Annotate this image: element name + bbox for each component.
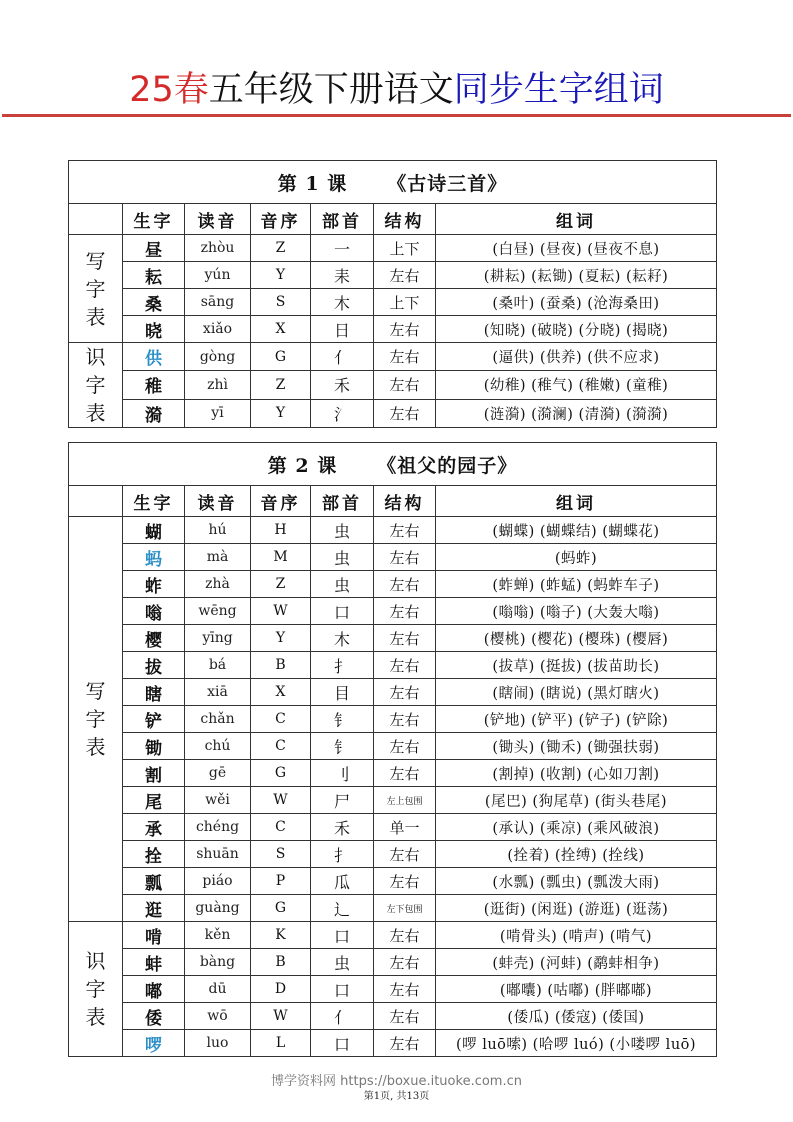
page-title xyxy=(0,68,793,112)
group-label xyxy=(69,922,123,1057)
table-row xyxy=(69,343,717,371)
group-label xyxy=(69,343,123,428)
phonetic-order-cell: C xyxy=(251,814,311,841)
header-char: 生字 xyxy=(123,204,185,235)
structure-cell: 左右 xyxy=(374,343,436,371)
phonetic-order-cell: K xyxy=(251,922,311,949)
phonetic-order-cell: G xyxy=(251,343,311,371)
structure-cell: 上下 xyxy=(374,289,436,316)
phonetic-order-cell: S xyxy=(251,841,311,868)
pinyin-cell: chǎn xyxy=(185,706,251,733)
structure-cell: 左右 xyxy=(374,1003,436,1030)
phonetic-order-cell: G xyxy=(251,760,311,787)
header-radical: 部首 xyxy=(311,204,374,235)
pinyin-cell: piáo xyxy=(185,868,251,895)
table-row xyxy=(69,544,717,571)
pinyin-cell: xiā xyxy=(185,679,251,706)
header-pinyin: 读音 xyxy=(185,486,251,517)
structure-cell: 左右 xyxy=(374,316,436,343)
radical-cell: 钅 xyxy=(311,706,374,733)
group-label-char: 字 xyxy=(85,977,106,1001)
new-character-cell: 瞎 xyxy=(123,679,185,706)
radical-cell: 虫 xyxy=(311,571,374,598)
table-row xyxy=(69,922,717,949)
word-combinations-cell: (啃骨头) (啃声) (啃气) xyxy=(436,922,717,949)
phonetic-order-cell: W xyxy=(251,787,311,814)
word-combinations-cell: (幼稚) (稚气) (稚嫩) (童稚) xyxy=(436,371,717,399)
radical-cell: 一 xyxy=(311,235,374,262)
word-combinations-cell: (桑叶) (蚕桑) (沧海桑田) xyxy=(436,289,717,316)
radical-cell: 虫 xyxy=(311,544,374,571)
word-combinations-cell: (嘟囔) (咕嘟) (胖嘟嘟) xyxy=(436,976,717,1003)
structure-cell: 左右 xyxy=(374,517,436,544)
phonetic-order-cell: W xyxy=(251,1003,311,1030)
lesson-2-table xyxy=(68,442,717,1057)
group-label-char: 字 xyxy=(85,276,106,301)
phonetic-order-cell: L xyxy=(251,1030,311,1057)
radical-cell: 扌 xyxy=(311,652,374,679)
lesson-name: 《祖父的园子》 xyxy=(377,454,518,477)
structure-cell: 左右 xyxy=(374,399,436,427)
new-character-cell: 耘 xyxy=(123,262,185,289)
table-row xyxy=(69,733,717,760)
table-row xyxy=(69,262,717,289)
group-label-char: 识 xyxy=(85,345,106,369)
structure-cell: 左右 xyxy=(374,841,436,868)
header-structure: 结构 xyxy=(374,204,436,235)
word-combinations-cell: (耕耘) (耘锄) (夏耘) (耘耔) xyxy=(436,262,717,289)
phonetic-order-cell: D xyxy=(251,976,311,1003)
header-words: 组词 xyxy=(436,486,717,517)
new-character-cell: 樱 xyxy=(123,625,185,652)
structure-cell: 左右 xyxy=(374,733,436,760)
table-row xyxy=(69,571,717,598)
table-row xyxy=(69,371,717,399)
new-character-cell: 嗡 xyxy=(123,598,185,625)
word-combinations-cell: (尾巴) (狗尾草) (街头巷尾) xyxy=(436,787,717,814)
structure-cell: 左右 xyxy=(374,922,436,949)
new-character-cell: 瓢 xyxy=(123,868,185,895)
radical-cell: 目 xyxy=(311,679,374,706)
word-combinations-cell: (嗡嗡) (嗡子) (大轰大嗡) xyxy=(436,598,717,625)
table-row xyxy=(69,1030,717,1057)
table-row xyxy=(69,316,717,343)
group-label-char: 表 xyxy=(85,304,106,329)
pinyin-cell: chú xyxy=(185,733,251,760)
pinyin-cell: yī xyxy=(185,399,251,427)
table-row xyxy=(69,598,717,625)
word-combinations-cell: (蚱蝉) (蚱蜢) (蚂蚱车子) xyxy=(436,571,717,598)
new-character-cell: 桑 xyxy=(123,289,185,316)
footer-page-number: 第1页, 共13页 xyxy=(363,1091,430,1102)
pinyin-cell: wěi xyxy=(185,787,251,814)
table-row xyxy=(69,787,717,814)
phonetic-order-cell: X xyxy=(251,316,311,343)
new-character-cell: 晓 xyxy=(123,316,185,343)
new-character-cell: 逛 xyxy=(123,895,185,922)
word-combinations-cell: (割掉) (收割) (心如刀割) xyxy=(436,760,717,787)
new-character-cell: 尾 xyxy=(123,787,185,814)
group-label-char: 写 xyxy=(85,248,106,273)
word-combinations-cell: (涟漪) (漪澜) (清漪) (漪漪) xyxy=(436,399,717,427)
radical-cell: 口 xyxy=(311,598,374,625)
table-row xyxy=(69,706,717,733)
structure-cell: 左下包围 xyxy=(374,895,436,922)
radical-cell: 禾 xyxy=(311,814,374,841)
structure-cell: 左上包围 xyxy=(374,787,436,814)
new-character-cell: 蚱 xyxy=(123,571,185,598)
lesson-caption xyxy=(69,161,717,204)
structure-cell: 左右 xyxy=(374,598,436,625)
pinyin-cell: yún xyxy=(185,262,251,289)
phonetic-order-cell: Y xyxy=(251,399,311,427)
group-label xyxy=(69,517,123,922)
table-row xyxy=(69,895,717,922)
pinyin-cell: mà xyxy=(185,544,251,571)
pinyin-cell: bá xyxy=(185,652,251,679)
structure-cell: 左右 xyxy=(374,262,436,289)
table-row xyxy=(69,517,717,544)
radical-cell: 耒 xyxy=(311,262,374,289)
new-character-cell: 拴 xyxy=(123,841,185,868)
word-combinations-cell: (逛街) (闲逛) (游逛) (逛荡) xyxy=(436,895,717,922)
structure-cell: 左右 xyxy=(374,868,436,895)
header-group-blank xyxy=(69,204,123,235)
table-row xyxy=(69,399,717,427)
word-combinations-cell: (蚂蚱) xyxy=(436,544,717,571)
header-structure: 结构 xyxy=(374,486,436,517)
pinyin-cell: chéng xyxy=(185,814,251,841)
phonetic-order-cell: S xyxy=(251,289,311,316)
pinyin-cell: bàng xyxy=(185,949,251,976)
new-character-cell: 铲 xyxy=(123,706,185,733)
new-character-cell: 漪 xyxy=(123,399,185,427)
word-combinations-cell: (逼供) (供养) (供不应求) xyxy=(436,343,717,371)
header-pinyin: 读音 xyxy=(185,204,251,235)
pinyin-cell: guàng xyxy=(185,895,251,922)
radical-cell: 氵 xyxy=(311,399,374,427)
group-label-char: 写 xyxy=(85,679,106,703)
structure-cell: 左右 xyxy=(374,949,436,976)
new-character-cell: 倭 xyxy=(123,1003,185,1030)
structure-cell: 左右 xyxy=(374,760,436,787)
group-label-char: 字 xyxy=(85,707,106,731)
radical-cell: 口 xyxy=(311,1030,374,1057)
pinyin-cell: wēng xyxy=(185,598,251,625)
column-header-row xyxy=(69,486,717,517)
phonetic-order-cell: P xyxy=(251,868,311,895)
phonetic-order-cell: B xyxy=(251,949,311,976)
table-row xyxy=(69,868,717,895)
title-black-part: 五年级下册语文 xyxy=(208,70,454,110)
phonetic-order-cell: Z xyxy=(251,571,311,598)
title-red-part: 25春 xyxy=(129,70,209,110)
phonetic-order-cell: H xyxy=(251,517,311,544)
pinyin-cell: sāng xyxy=(185,289,251,316)
title-blue-part: 同步生字组词 xyxy=(453,70,664,110)
word-combinations-cell: (蝴蝶) (蝴蝶结) (蝴蝶花) xyxy=(436,517,717,544)
structure-cell: 左右 xyxy=(374,706,436,733)
structure-cell: 左右 xyxy=(374,1030,436,1057)
radical-cell: 扌 xyxy=(311,841,374,868)
pinyin-cell: dū xyxy=(185,976,251,1003)
structure-cell: 左右 xyxy=(374,571,436,598)
radical-cell: 日 xyxy=(311,316,374,343)
word-combinations-cell: (瞎闹) (瞎说) (黑灯瞎火) xyxy=(436,679,717,706)
phonetic-order-cell: C xyxy=(251,706,311,733)
phonetic-order-cell: B xyxy=(251,652,311,679)
new-character-cell: 啰 xyxy=(123,1030,185,1057)
radical-cell: 木 xyxy=(311,625,374,652)
radical-cell: 瓜 xyxy=(311,868,374,895)
radical-cell: 钅 xyxy=(311,733,374,760)
header-radical: 部首 xyxy=(311,486,374,517)
radical-cell: 木 xyxy=(311,289,374,316)
radical-cell: 刂 xyxy=(311,760,374,787)
lesson-name: 《古诗三首》 xyxy=(387,172,508,195)
table-row xyxy=(69,949,717,976)
pinyin-cell: kěn xyxy=(185,922,251,949)
pinyin-cell: hú xyxy=(185,517,251,544)
pinyin-cell: gòng xyxy=(185,343,251,371)
structure-cell: 左右 xyxy=(374,679,436,706)
radical-cell: 口 xyxy=(311,976,374,1003)
word-combinations-cell: (承认) (乘凉) (乘风破浪) xyxy=(436,814,717,841)
pinyin-cell: shuān xyxy=(185,841,251,868)
radical-cell: 口 xyxy=(311,922,374,949)
pinyin-cell: zhà xyxy=(185,571,251,598)
header-char: 生字 xyxy=(123,486,185,517)
new-character-cell: 嘟 xyxy=(123,976,185,1003)
radical-cell: 虫 xyxy=(311,517,374,544)
structure-cell: 左右 xyxy=(374,652,436,679)
lesson-caption xyxy=(69,443,717,486)
radical-cell: 亻 xyxy=(311,1003,374,1030)
phonetic-order-cell: Z xyxy=(251,371,311,399)
new-character-cell: 割 xyxy=(123,760,185,787)
radical-cell: 亻 xyxy=(311,343,374,371)
group-label-char: 字 xyxy=(85,373,106,397)
new-character-cell: 啃 xyxy=(123,922,185,949)
group-label-char: 表 xyxy=(85,401,106,425)
lesson-number: 第 2 课 xyxy=(267,454,338,477)
word-combinations-cell: (锄头) (锄禾) (锄强扶弱) xyxy=(436,733,717,760)
new-character-cell: 稚 xyxy=(123,371,185,399)
table-row xyxy=(69,679,717,706)
header-order: 音序 xyxy=(251,204,311,235)
group-label-char: 识 xyxy=(85,949,106,973)
new-character-cell: 蝴 xyxy=(123,517,185,544)
table-row xyxy=(69,760,717,787)
radical-cell: 辶 xyxy=(311,895,374,922)
lesson-number: 第 1 课 xyxy=(277,172,348,195)
table-row xyxy=(69,814,717,841)
new-character-cell: 拔 xyxy=(123,652,185,679)
group-label xyxy=(69,235,123,343)
word-combinations-cell: (拔草) (挺拔) (拔苗助长) xyxy=(436,652,717,679)
pinyin-cell: wō xyxy=(185,1003,251,1030)
word-combinations-cell: (樱桃) (樱花) (樱珠) (樱唇) xyxy=(436,625,717,652)
radical-cell: 禾 xyxy=(311,371,374,399)
phonetic-order-cell: C xyxy=(251,733,311,760)
table-row xyxy=(69,289,717,316)
word-combinations-cell: (水瓢) (瓢虫) (瓢泼大雨) xyxy=(436,868,717,895)
pinyin-cell: zhòu xyxy=(185,235,251,262)
table-row xyxy=(69,976,717,1003)
phonetic-order-cell: X xyxy=(251,679,311,706)
structure-cell: 左右 xyxy=(374,976,436,1003)
pinyin-cell: gē xyxy=(185,760,251,787)
phonetic-order-cell: Y xyxy=(251,262,311,289)
phonetic-order-cell: M xyxy=(251,544,311,571)
header-group-blank xyxy=(69,486,123,517)
phonetic-order-cell: G xyxy=(251,895,311,922)
new-character-cell: 蚂 xyxy=(123,544,185,571)
table-row xyxy=(69,625,717,652)
phonetic-order-cell: W xyxy=(251,598,311,625)
phonetic-order-cell: Y xyxy=(251,625,311,652)
structure-cell: 左右 xyxy=(374,625,436,652)
table-row xyxy=(69,1003,717,1030)
title-underline-divider xyxy=(2,114,791,117)
pinyin-cell: luo xyxy=(185,1030,251,1057)
lesson-1-table xyxy=(68,160,717,428)
word-combinations-cell: (啰 luō嗦) (哈啰 luó) (小喽啰 luō) xyxy=(436,1030,717,1057)
table-row xyxy=(69,841,717,868)
word-combinations-cell: (铲地) (铲平) (铲子) (铲除) xyxy=(436,706,717,733)
pinyin-cell: yīng xyxy=(185,625,251,652)
group-label-char: 表 xyxy=(85,735,106,759)
word-combinations-cell: (倭瓜) (倭寇) (倭国) xyxy=(436,1003,717,1030)
new-character-cell: 供 xyxy=(123,343,185,371)
word-combinations-cell: (白昼) (昼夜) (昼夜不息) xyxy=(436,235,717,262)
header-words: 组词 xyxy=(436,204,717,235)
structure-cell: 单一 xyxy=(374,814,436,841)
phonetic-order-cell: Z xyxy=(251,235,311,262)
structure-cell: 上下 xyxy=(374,235,436,262)
new-character-cell: 昼 xyxy=(123,235,185,262)
word-combinations-cell: (拴着) (拴缚) (拴线) xyxy=(436,841,717,868)
table-row xyxy=(69,235,717,262)
word-combinations-cell: (知晓) (破晓) (分晓) (揭晓) xyxy=(436,316,717,343)
structure-cell: 左右 xyxy=(374,544,436,571)
footer-site-watermark: 博学资料网 https://boxue.ituoke.com.cn xyxy=(271,1074,522,1089)
new-character-cell: 承 xyxy=(123,814,185,841)
radical-cell: 尸 xyxy=(311,787,374,814)
header-order: 音序 xyxy=(251,486,311,517)
pinyin-cell: zhì xyxy=(185,371,251,399)
group-label-char: 表 xyxy=(85,1005,106,1029)
new-character-cell: 蚌 xyxy=(123,949,185,976)
column-header-row xyxy=(69,204,717,235)
radical-cell: 虫 xyxy=(311,949,374,976)
table-row xyxy=(69,652,717,679)
structure-cell: 左右 xyxy=(374,371,436,399)
word-combinations-cell: (蚌壳) (河蚌) (鹬蚌相争) xyxy=(436,949,717,976)
new-character-cell: 锄 xyxy=(123,733,185,760)
pinyin-cell: xiǎo xyxy=(185,316,251,343)
